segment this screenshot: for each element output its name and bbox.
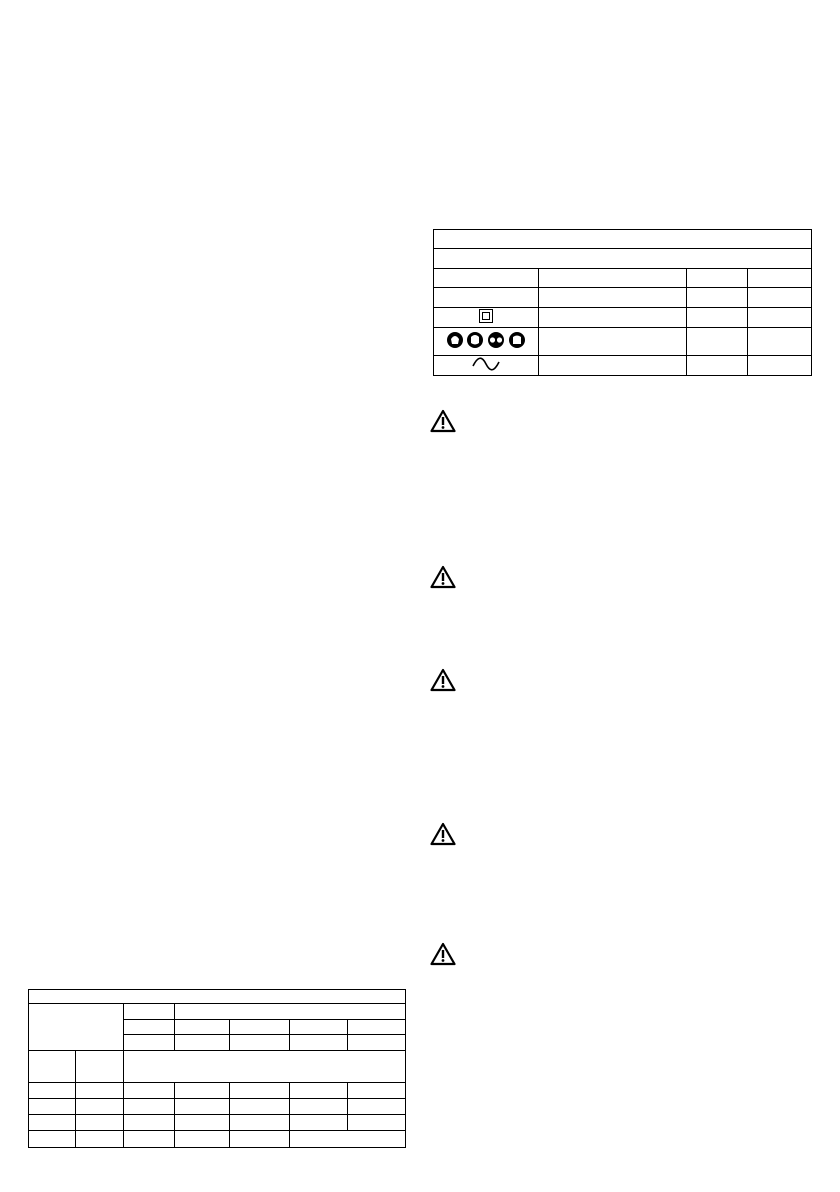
table-title-row [29, 990, 406, 1004]
table-row [29, 1004, 406, 1020]
table-row [434, 328, 812, 356]
table-row [434, 288, 812, 308]
table-row [29, 1115, 406, 1131]
table-subtitle-row [434, 249, 812, 269]
table-row [434, 356, 812, 376]
symbols-table [433, 229, 812, 376]
table-row [29, 1051, 406, 1083]
table-row [434, 308, 812, 328]
warning-triangle-icon [430, 942, 456, 966]
ppe-protection-icons [446, 331, 526, 349]
table-row [29, 1131, 406, 1148]
alternating-current-icon [471, 357, 501, 371]
table-row [29, 1099, 406, 1115]
warning-triangle-icon [430, 822, 456, 846]
technical-data-table [28, 989, 406, 1148]
table-title-row [434, 230, 812, 249]
warning-triangle-icon [430, 668, 456, 692]
table-header-row [434, 269, 812, 288]
table-row [29, 1083, 406, 1099]
warning-triangle-icon [430, 565, 456, 589]
warning-triangle-icon [430, 409, 456, 433]
class-ii-double-insulation-icon [479, 309, 493, 323]
